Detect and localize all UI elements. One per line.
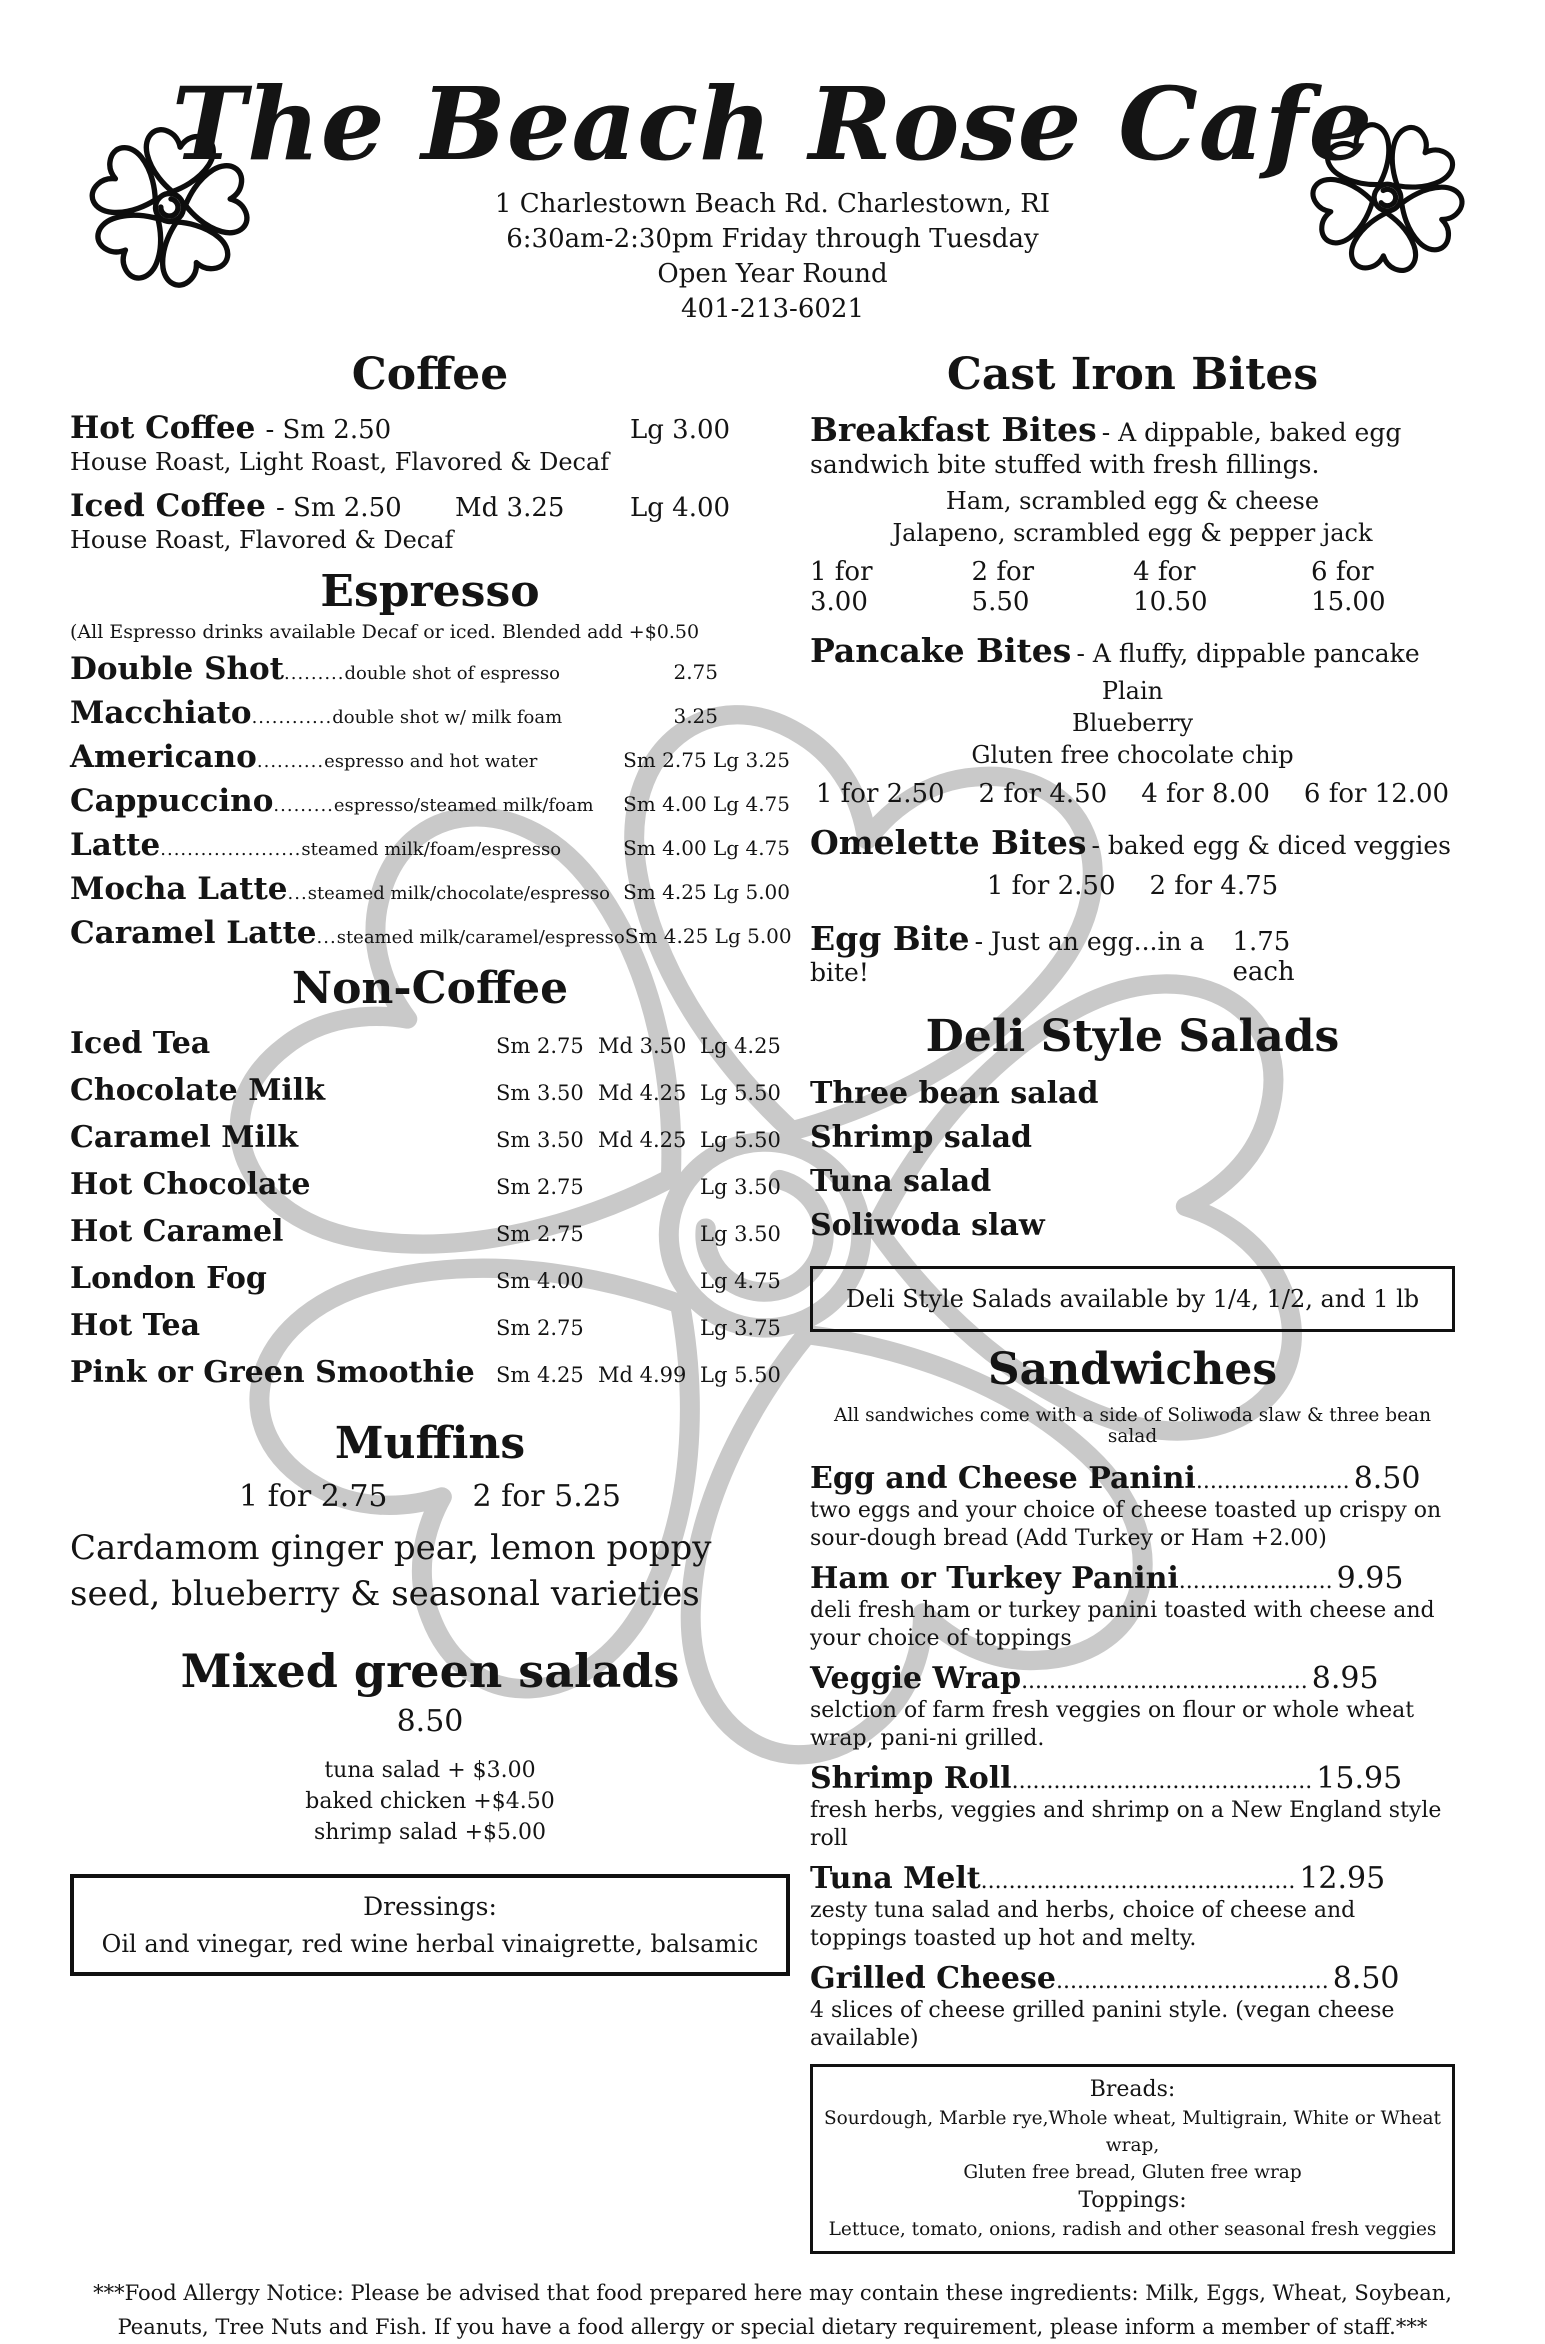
price: 1 for 2.50: [986, 871, 1116, 902]
food-allergy-notice: ***Food Allergy Notice: Please be advised that food prepared here may contain these ingredients: Milk, Eggs, Wheat, Soybean, Peanuts, Tree Nuts and Fish. If you have a food allergy or special dietary requirement, please inform a member of staff.***: [93, 2281, 1452, 2340]
open-year-line: Open Year Round: [657, 259, 888, 289]
egg-bite-item: [810, 919, 1455, 987]
price: 6 for 15.00: [1311, 556, 1386, 617]
dot-leader: ...: [287, 883, 308, 904]
item-lg-price: Lg 4.75: [700, 1269, 781, 1293]
item-desc: steamed milk/caramel/espresso: [336, 927, 625, 948]
item-name: Caramel Latte: [70, 915, 317, 951]
toppings-label: Toppings:: [1078, 2188, 1187, 2214]
addon: shrimp salad +$5.00: [314, 1819, 546, 1845]
item-name: Grilled Cheese: [810, 1961, 1056, 1997]
omelette-bites-item: [810, 823, 1455, 863]
sandwiches-note: All sandwiches come with a side of Soliwoda slaw & three bean salad: [834, 1405, 1431, 1448]
item-desc: espresso/steamed milk/foam: [333, 795, 594, 816]
non-coffee-heading: Non-Coffee: [291, 963, 569, 1014]
menu-item: [70, 915, 790, 951]
item-name: Veggie Wrap: [810, 1661, 1022, 1697]
item-md-price: Md 4.25: [598, 1128, 687, 1152]
menu-item: [70, 1120, 790, 1155]
muffins-price-2: 2 for 5.25: [472, 1479, 621, 1514]
menu-item: [70, 783, 790, 819]
breakfast-options: [810, 485, 1455, 549]
item-name: Americano: [70, 739, 257, 775]
dot-leader: ......................: [1195, 1469, 1350, 1495]
dot-leader: ...: [316, 927, 337, 948]
item-name: Hot Tea: [70, 1308, 201, 1343]
item-name: Breakfast Bites: [810, 410, 1097, 449]
deli-item: Tuna salad: [810, 1164, 992, 1200]
dressings-label: Dressings:: [363, 1891, 497, 1921]
breads-line: Sourdough, Marble rye,Whole wheat, Multigrain, White or Wheat wrap,: [824, 2108, 1441, 2157]
muffins-varieties: Cardamom ginger pear, lemon poppy seed, blueberry & seasonal varieties: [70, 1528, 712, 1614]
menu-item: [70, 1167, 790, 1202]
item-sm-price: Sm 4.25: [496, 1363, 584, 1387]
menu-item: [810, 1961, 1455, 1996]
item-desc: double shot w/ milk foam: [332, 707, 563, 728]
pancake-bites-item: [810, 631, 1455, 671]
hours-line: 6:30am-2:30pm Friday through Tuesday: [506, 224, 1039, 254]
dot-leader: .........................................: [1021, 1669, 1308, 1695]
item-price: 3.25: [673, 704, 718, 728]
item-md-price: Md 3.25: [455, 493, 565, 523]
item-name: Latte: [70, 827, 161, 863]
item-lg-price: Lg 3.00: [630, 415, 731, 445]
item-price: 8.50: [1332, 1961, 1400, 1997]
item-name: Hot Chocolate: [70, 1167, 311, 1202]
item-desc: steamed milk/foam/espresso: [301, 839, 562, 860]
price: 4 for 10.50: [1133, 556, 1208, 617]
mixed-salads-price: 8.50: [396, 1703, 464, 1739]
menu-item: [70, 1308, 790, 1343]
price: 4 for 8.00: [1141, 779, 1270, 809]
address-line: 1 Charlestown Beach Rd. Charlestown, RI: [494, 189, 1051, 219]
item-name: Omelette Bites: [810, 823, 1087, 862]
dot-leader: .....................: [160, 839, 302, 860]
item-sm-price: Sm 2.75: [496, 1034, 584, 1058]
item-sm-price: Sm 3.50: [496, 1128, 584, 1152]
option: Plain: [1101, 677, 1164, 705]
item-sm-price: Sm 3.50: [496, 1081, 584, 1105]
espresso-heading: Espresso: [320, 566, 540, 617]
muffins-prices: [70, 1479, 790, 1514]
item-price: 12.95: [1299, 1861, 1386, 1897]
menu-item: [70, 695, 790, 731]
item-lg-price: Lg 4.00: [630, 493, 731, 523]
option: Ham, scrambled egg & cheese: [945, 486, 1320, 515]
item-sm-price: Sm 2.75: [496, 1316, 584, 1340]
item-desc: deli fresh ham or turkey panini toasted with cheese and your choice of toppings: [810, 1598, 1435, 1651]
menu-item: [810, 1761, 1455, 1796]
item-desc: - A fluffy, dippable pancake: [1076, 638, 1420, 668]
item-price: Sm 4.00 Lg 4.75: [623, 836, 790, 860]
dot-leader: .........: [284, 663, 345, 684]
item-price: Sm 4.00 Lg 4.75: [623, 792, 790, 816]
item-md-price: Md 3.50: [598, 1034, 687, 1058]
price: 1 for 3.00: [810, 556, 873, 617]
price: 1 for 2.50: [815, 779, 945, 809]
item-name: Double Shot: [70, 651, 284, 687]
item-name: Macchiato: [70, 695, 252, 731]
item-price: 9.95: [1336, 1561, 1404, 1597]
deli-availability-box: Deli Style Salads available by 1/4, 1/2, and 1 lb: [810, 1266, 1455, 1332]
pancake-options: [810, 675, 1455, 771]
item-price: Sm 4.25 Lg 5.00: [624, 924, 792, 948]
breads-box: [810, 2064, 1455, 2254]
addon: baked chicken +$4.50: [305, 1788, 555, 1814]
item-desc: 4 slices of cheese grilled panini style. (vegan cheese available): [810, 1998, 1395, 2051]
price: 2 for 4.50: [978, 779, 1108, 809]
coffee-heading: Coffee: [351, 349, 509, 400]
item-desc: - baked egg & diced veggies: [1091, 831, 1451, 860]
breakfast-bites-item: [810, 410, 1455, 481]
item-desc: steamed milk/chocolate/espresso: [307, 883, 610, 904]
item-name: Hot Caramel: [70, 1214, 284, 1249]
menu-item: [70, 1073, 790, 1108]
address-block: [0, 187, 1545, 327]
menu-item: [810, 1661, 1455, 1696]
item-md-price: [598, 1222, 700, 1246]
item-desc: - A dippable, baked egg sandwich bite stuffed with fresh fillings.: [810, 418, 1402, 480]
dressings-box: [70, 1874, 790, 1976]
omelette-prices: [810, 871, 1455, 901]
option: Jalapeno, scrambled egg & pepper jack: [892, 518, 1373, 547]
item-name: Pink or Green Smoothie: [70, 1355, 475, 1390]
sandwiches-heading: Sandwiches: [987, 1344, 1278, 1396]
item-lg-price: Lg 3.50: [700, 1222, 781, 1246]
right-column: [810, 337, 1455, 2254]
price: 2 for 5.50: [971, 556, 1035, 617]
item-desc: House Roast, Light Roast, Flavored & Decaf: [70, 448, 610, 476]
item-name: Mocha Latte: [70, 871, 288, 907]
item-price: 1.75 each: [1232, 927, 1295, 988]
item-name: Ham or Turkey Panini: [810, 1561, 1179, 1597]
item-price: Sm 2.75 Lg 3.25: [623, 748, 790, 772]
item-price: 2.75: [673, 660, 718, 684]
dressings-text: Oil and vinegar, red wine herbal vinaigrette, balsamic: [101, 1929, 759, 1958]
item-size-price: - Sm 2.50: [275, 493, 402, 523]
price: 2 for 4.75: [1149, 871, 1279, 902]
menu-item: [70, 1355, 790, 1390]
item-name: Egg Bite: [810, 919, 970, 959]
menu-item: [70, 1026, 790, 1061]
menu-item: [70, 651, 790, 687]
item-name: Tuna Melt: [810, 1861, 981, 1897]
item-md-price: [598, 1316, 700, 1340]
item-name: Chocolate Milk: [70, 1073, 325, 1108]
option: Gluten free chocolate chip: [971, 741, 1294, 769]
item-price: 15.95: [1316, 1761, 1403, 1797]
deli-items: [810, 1072, 1455, 1248]
addon: tuna salad + $3.00: [324, 1757, 536, 1783]
item-desc: espresso and hot water: [324, 751, 538, 772]
item-name: Iced Tea: [70, 1026, 211, 1061]
espresso-note: (All Espresso drinks available Decaf or iced. Blended add +$0.50: [70, 621, 700, 643]
breads-label: Breads:: [1089, 2077, 1176, 2103]
item-md-price: Md 4.99: [598, 1363, 687, 1387]
item-sm-price: Sm 2.75: [496, 1222, 584, 1246]
item-lg-price: Lg 5.50: [700, 1363, 781, 1387]
item-name: Iced Coffee: [70, 488, 266, 524]
item-name: Hot Coffee: [70, 410, 256, 446]
menu-item: [810, 1461, 1455, 1496]
deli-heading: Deli Style Salads: [925, 1011, 1340, 1063]
item-desc: two eggs and your choice of cheese toasted up crispy on sour-dough bread (Add Turkey or Ham +2.00): [810, 1498, 1442, 1551]
item-md-price: [598, 1175, 700, 1199]
dot-leader: .........: [273, 795, 334, 816]
muffins-price-1: 1 for 2.75: [239, 1479, 388, 1514]
item-size-price: - Sm 2.50: [265, 415, 392, 445]
item-lg-price: Lg 3.75: [700, 1316, 781, 1340]
menu-item: [70, 871, 790, 907]
menu-item: [810, 1861, 1455, 1896]
dot-leader: ......................: [1178, 1569, 1333, 1595]
price: 6 for 12.00: [1303, 779, 1450, 809]
pancake-prices: [810, 779, 1455, 809]
item-price: 8.95: [1311, 1661, 1379, 1697]
dot-leader: ..........: [256, 751, 325, 772]
item-price: 8.50: [1353, 1461, 1421, 1497]
item-lg-price: Lg 4.25: [700, 1034, 781, 1058]
phone-line: 401-213-6021: [681, 294, 864, 324]
item-name: London Fog: [70, 1261, 267, 1296]
item-lg-price: Lg 5.50: [700, 1081, 781, 1105]
menu-item: [810, 1561, 1455, 1596]
dot-leader: ............: [251, 707, 333, 728]
item-sm-price: Sm 2.75: [496, 1175, 584, 1199]
menu-item: [70, 739, 790, 775]
dot-leader: .......................................: [1055, 1969, 1329, 1995]
mixed-salads-heading: Mixed green salads: [180, 1643, 680, 1698]
option: Blueberry: [1071, 709, 1194, 737]
item-name: Cappuccino: [70, 783, 274, 819]
item-name: Shrimp Roll: [810, 1761, 1012, 1797]
cast-iron-heading: Cast Iron Bites: [946, 349, 1319, 400]
item-desc: fresh herbs, veggies and shrimp on a New England style roll: [810, 1798, 1442, 1851]
deli-item: Three bean salad: [810, 1076, 1099, 1112]
left-column: [70, 337, 790, 2254]
menu-item: [70, 827, 790, 863]
item-price: Sm 4.25 Lg 5.00: [623, 880, 790, 904]
menu-item-hot-coffee: [70, 410, 790, 446]
item-lg-price: Lg 5.50: [700, 1128, 781, 1152]
breakfast-prices: [810, 557, 1455, 617]
item-md-price: Md 4.25: [598, 1081, 687, 1105]
item-name: Egg and Cheese Panini: [810, 1461, 1196, 1497]
toppings-line: Lettuce, tomato, onions, radish and other seasonal fresh veggies: [828, 2219, 1437, 2241]
menu-item: [70, 1214, 790, 1249]
deli-item: Soliwoda slaw: [810, 1208, 1045, 1244]
muffins-heading: Muffins: [334, 1418, 526, 1469]
item-name: Pancake Bites: [810, 630, 1072, 670]
item-desc: selction of farm fresh veggies on flour or whole wheat wrap, pani-ni grilled.: [810, 1698, 1415, 1751]
item-desc: House Roast, Flavored & Decaf: [70, 526, 454, 554]
deli-item: Shrimp salad: [810, 1120, 1032, 1156]
dot-leader: .............................................: [980, 1869, 1296, 1895]
breads-line: Gluten free bread, Gluten free wrap: [963, 2162, 1302, 2184]
item-md-price: [598, 1269, 700, 1293]
item-lg-price: Lg 3.50: [700, 1175, 781, 1199]
menu-item: [70, 1261, 790, 1296]
item-desc: - Just an egg...in a bite!: [810, 927, 1205, 988]
dot-leader: ...........................................: [1011, 1769, 1313, 1795]
item-desc: zesty tuna salad and herbs, choice of cheese and toppings toasted up hot and melty.: [810, 1898, 1356, 1951]
cafe-title: The Beach Rose Cafe: [171, 65, 1374, 183]
item-name: Caramel Milk: [70, 1120, 299, 1155]
menu-item-iced-coffee: [70, 488, 790, 524]
item-sm-price: Sm 4.00: [496, 1269, 584, 1293]
item-desc: double shot of espresso: [344, 663, 560, 684]
mixed-salads-addons: [70, 1755, 790, 1848]
